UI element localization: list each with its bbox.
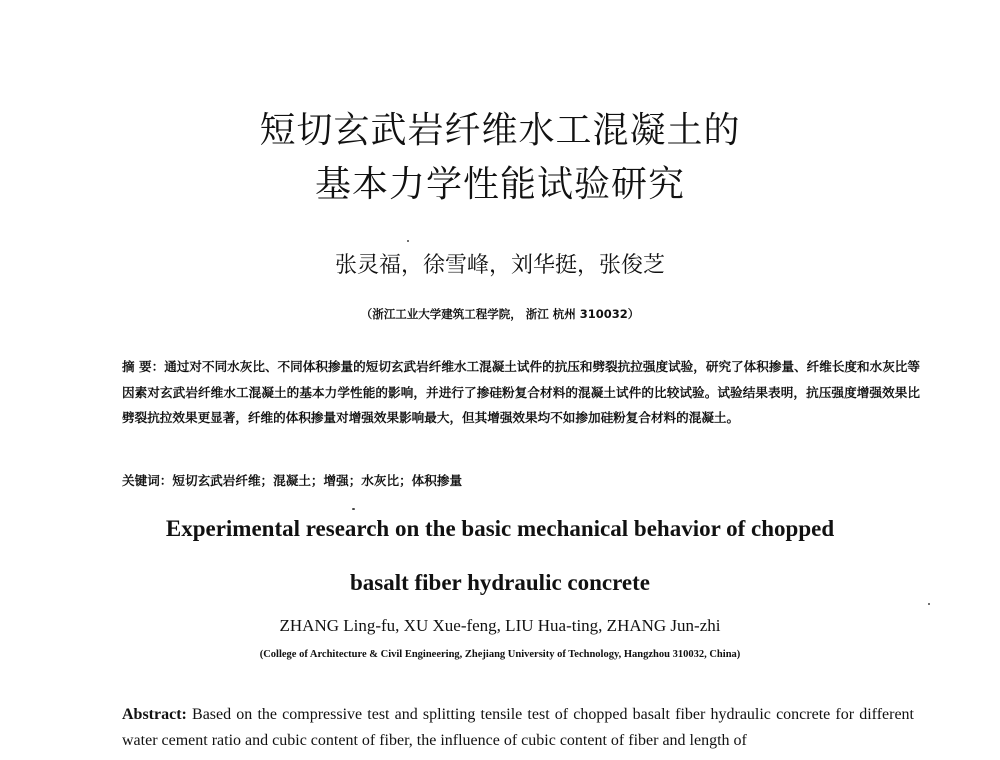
english-abstract-label: Abstract:: [122, 706, 187, 723]
chinese-abstract-label: 摘 要：: [122, 359, 165, 374]
chinese-abstract: [122, 354, 920, 431]
chinese-affiliation: （浙江工业大学建筑工程学院， 浙江 杭州 310032）: [360, 307, 640, 321]
english-title-line-2: basalt fiber hydraulic concrete: [349, 570, 651, 595]
chinese-title-line-2: 基本力学性能试验研究: [314, 164, 685, 205]
scan-speck: [928, 603, 930, 605]
chinese-keywords-label: 关键词：: [122, 473, 173, 488]
english-abstract: [122, 702, 914, 754]
english-abstract-text: Based on the compressive test and splitting tensile test of chopped basalt fiber hydraulic concrete for different water cement ratio and cubic content of fiber, the influence of cubic content of fiber and length of: [122, 706, 914, 749]
english-title-line-1: Experimental research on the basic mechanical behavior of chopped: [165, 516, 835, 541]
scan-speck: [407, 240, 409, 242]
scan-speck: [352, 508, 355, 510]
english-authors: ZHANG Ling-fu, XU Xue-feng, LIU Hua-ting, ZHANG Jun-zhi: [279, 616, 721, 635]
chinese-keywords-text: 短切玄武岩纤维；混凝土；增强；水灰比；体积掺量: [172, 473, 463, 488]
chinese-keywords: [122, 470, 920, 489]
chinese-title-line-1: 短切玄武岩纤维水工混凝土的: [259, 110, 741, 151]
chinese-authors: 张灵福，徐雪峰，刘华挺，张俊芝: [334, 253, 665, 278]
chinese-abstract-text: 通过对不同水灰比、不同体积掺量的短切玄武岩纤维水工混凝土试件的抗压和劈裂抗拉强度试验，研究了体积掺量、纤维长度和水灰比等因素对玄武岩纤维水工混凝土的基本力学性能的影响，并进行了掺硅粉复合材料的混凝土试件的比较试验。试验结果表明，抗压强度增强效果比劈裂抗拉效果更显著，纤维的体积掺量对增强效果影响最大，但其增强效果均不如掺加硅粉复合材料的混凝土。: [122, 359, 921, 425]
english-affiliation: (College of Architecture & Civil Engineering, Zhejiang University of Technology, Hangzhou 310032, China): [259, 649, 741, 660]
